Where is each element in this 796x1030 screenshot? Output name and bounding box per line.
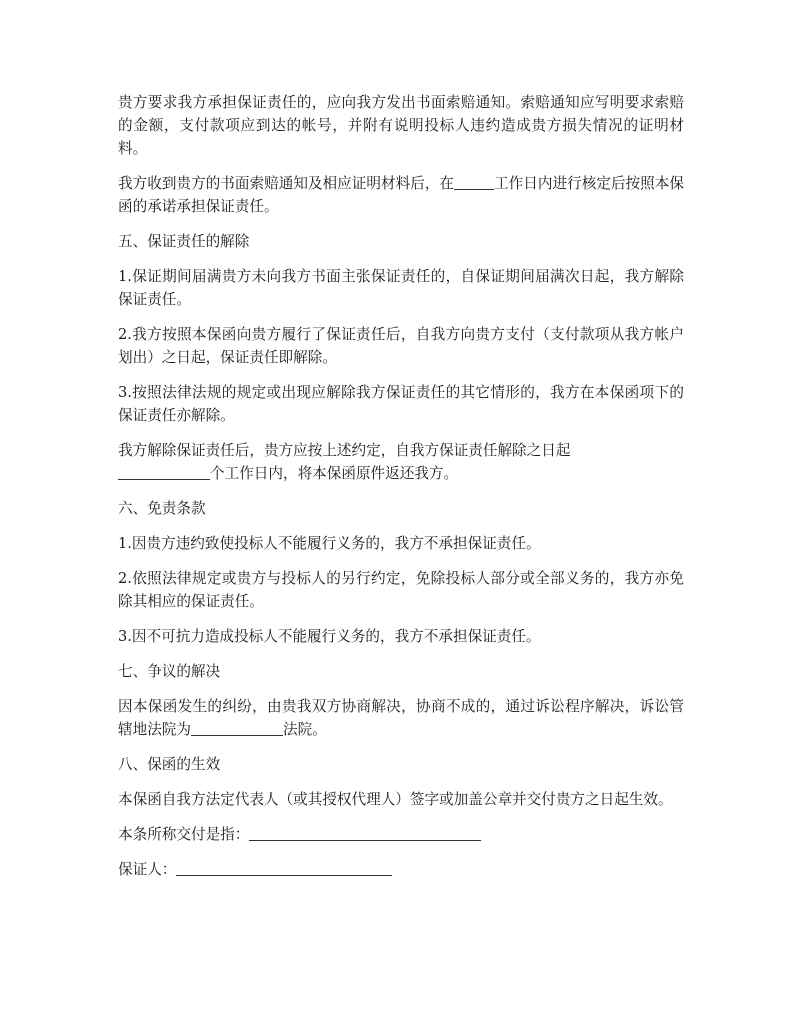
blank-return-days <box>118 463 210 480</box>
paragraph-release-3: 3.按照法律法规的规定或出现应解除我方保证责任的其它情形的，我方在本保函项下的保证责任亦解除。 <box>118 384 684 424</box>
paragraph-text: 工作日内进行核定后按照本保函的承诺承担保证责任。 <box>118 175 684 215</box>
paragraph-verification <box>118 172 684 218</box>
section-heading-5: 五、保证责任的解除 <box>118 233 250 250</box>
blank-court <box>191 719 283 736</box>
paragraph-effective: 本保函自我方法定代表人（或其授权代理人）签字或加盖公章并交付贵方之日起生效。 <box>118 791 673 808</box>
paragraph-release-1: 1.保证期间届满贵方未向我方书面主张保证责任的，自保证期间届满次日起，我方解除保证责任。 <box>118 268 684 308</box>
guarantor-line <box>118 858 684 881</box>
blank-delivery <box>249 824 481 841</box>
paragraph-claim-notice: 贵方要求我方承担保证责任的，应向我方发出书面索赔通知。索赔通知应写明要求索赔的金额，支付款项应到达的帐号，并附有说明投标人违约造成贵方损失情况的证明材料。 <box>118 94 684 157</box>
paragraph-text: 因本保函发生的纠纷，由贵我双方协商解决，协商不成的，通过诉讼程序解决，诉讼管辖地法院为 <box>118 698 684 738</box>
paragraph-dispute <box>118 695 684 741</box>
blank-workdays <box>454 173 494 190</box>
paragraph-exemption-2: 2.依照法律规定或贵方与投标人的另行约定，免除投标人部分或全部义务的，我方亦免除其相应的保证责任。 <box>118 570 684 610</box>
paragraph-text: 我方解除保证责任后，贵方应按上述约定，自我方保证责任解除之日起 <box>118 442 571 459</box>
paragraph-exemption-1: 1.因贵方违约致使投标人不能履行义务的，我方不承担保证责任。 <box>118 535 541 552</box>
blank-guarantor <box>176 859 392 876</box>
paragraph-release-4 <box>118 439 684 485</box>
paragraph-exemption-3: 3.因不可抗力造成投标人不能履行义务的，我方不承担保证责任。 <box>118 628 541 645</box>
guarantor-label: 保证人： <box>118 861 177 878</box>
section-heading-7: 七、争议的解决 <box>118 663 221 680</box>
document-body <box>118 91 684 893</box>
paragraph-text: 法院。 <box>282 721 327 738</box>
section-heading-8: 八、保函的生效 <box>118 756 221 773</box>
section-heading-6: 六、免责条款 <box>118 500 206 517</box>
paragraph-text: 我方收到贵方的书面索赔通知及相应证明材料后，在 <box>118 175 455 192</box>
paragraph-release-2: 2.我方按照本保函向贵方履行了保证责任后，自我方向贵方支付（支付款项从我方帐户划出）之日起，保证责任即解除。 <box>118 326 684 366</box>
delivery-label: 本条所称交付是指： <box>118 826 250 843</box>
paragraph-text: 个工作日内，将本保函原件返还我方。 <box>210 465 459 482</box>
paragraph-delivery-definition <box>118 823 684 846</box>
